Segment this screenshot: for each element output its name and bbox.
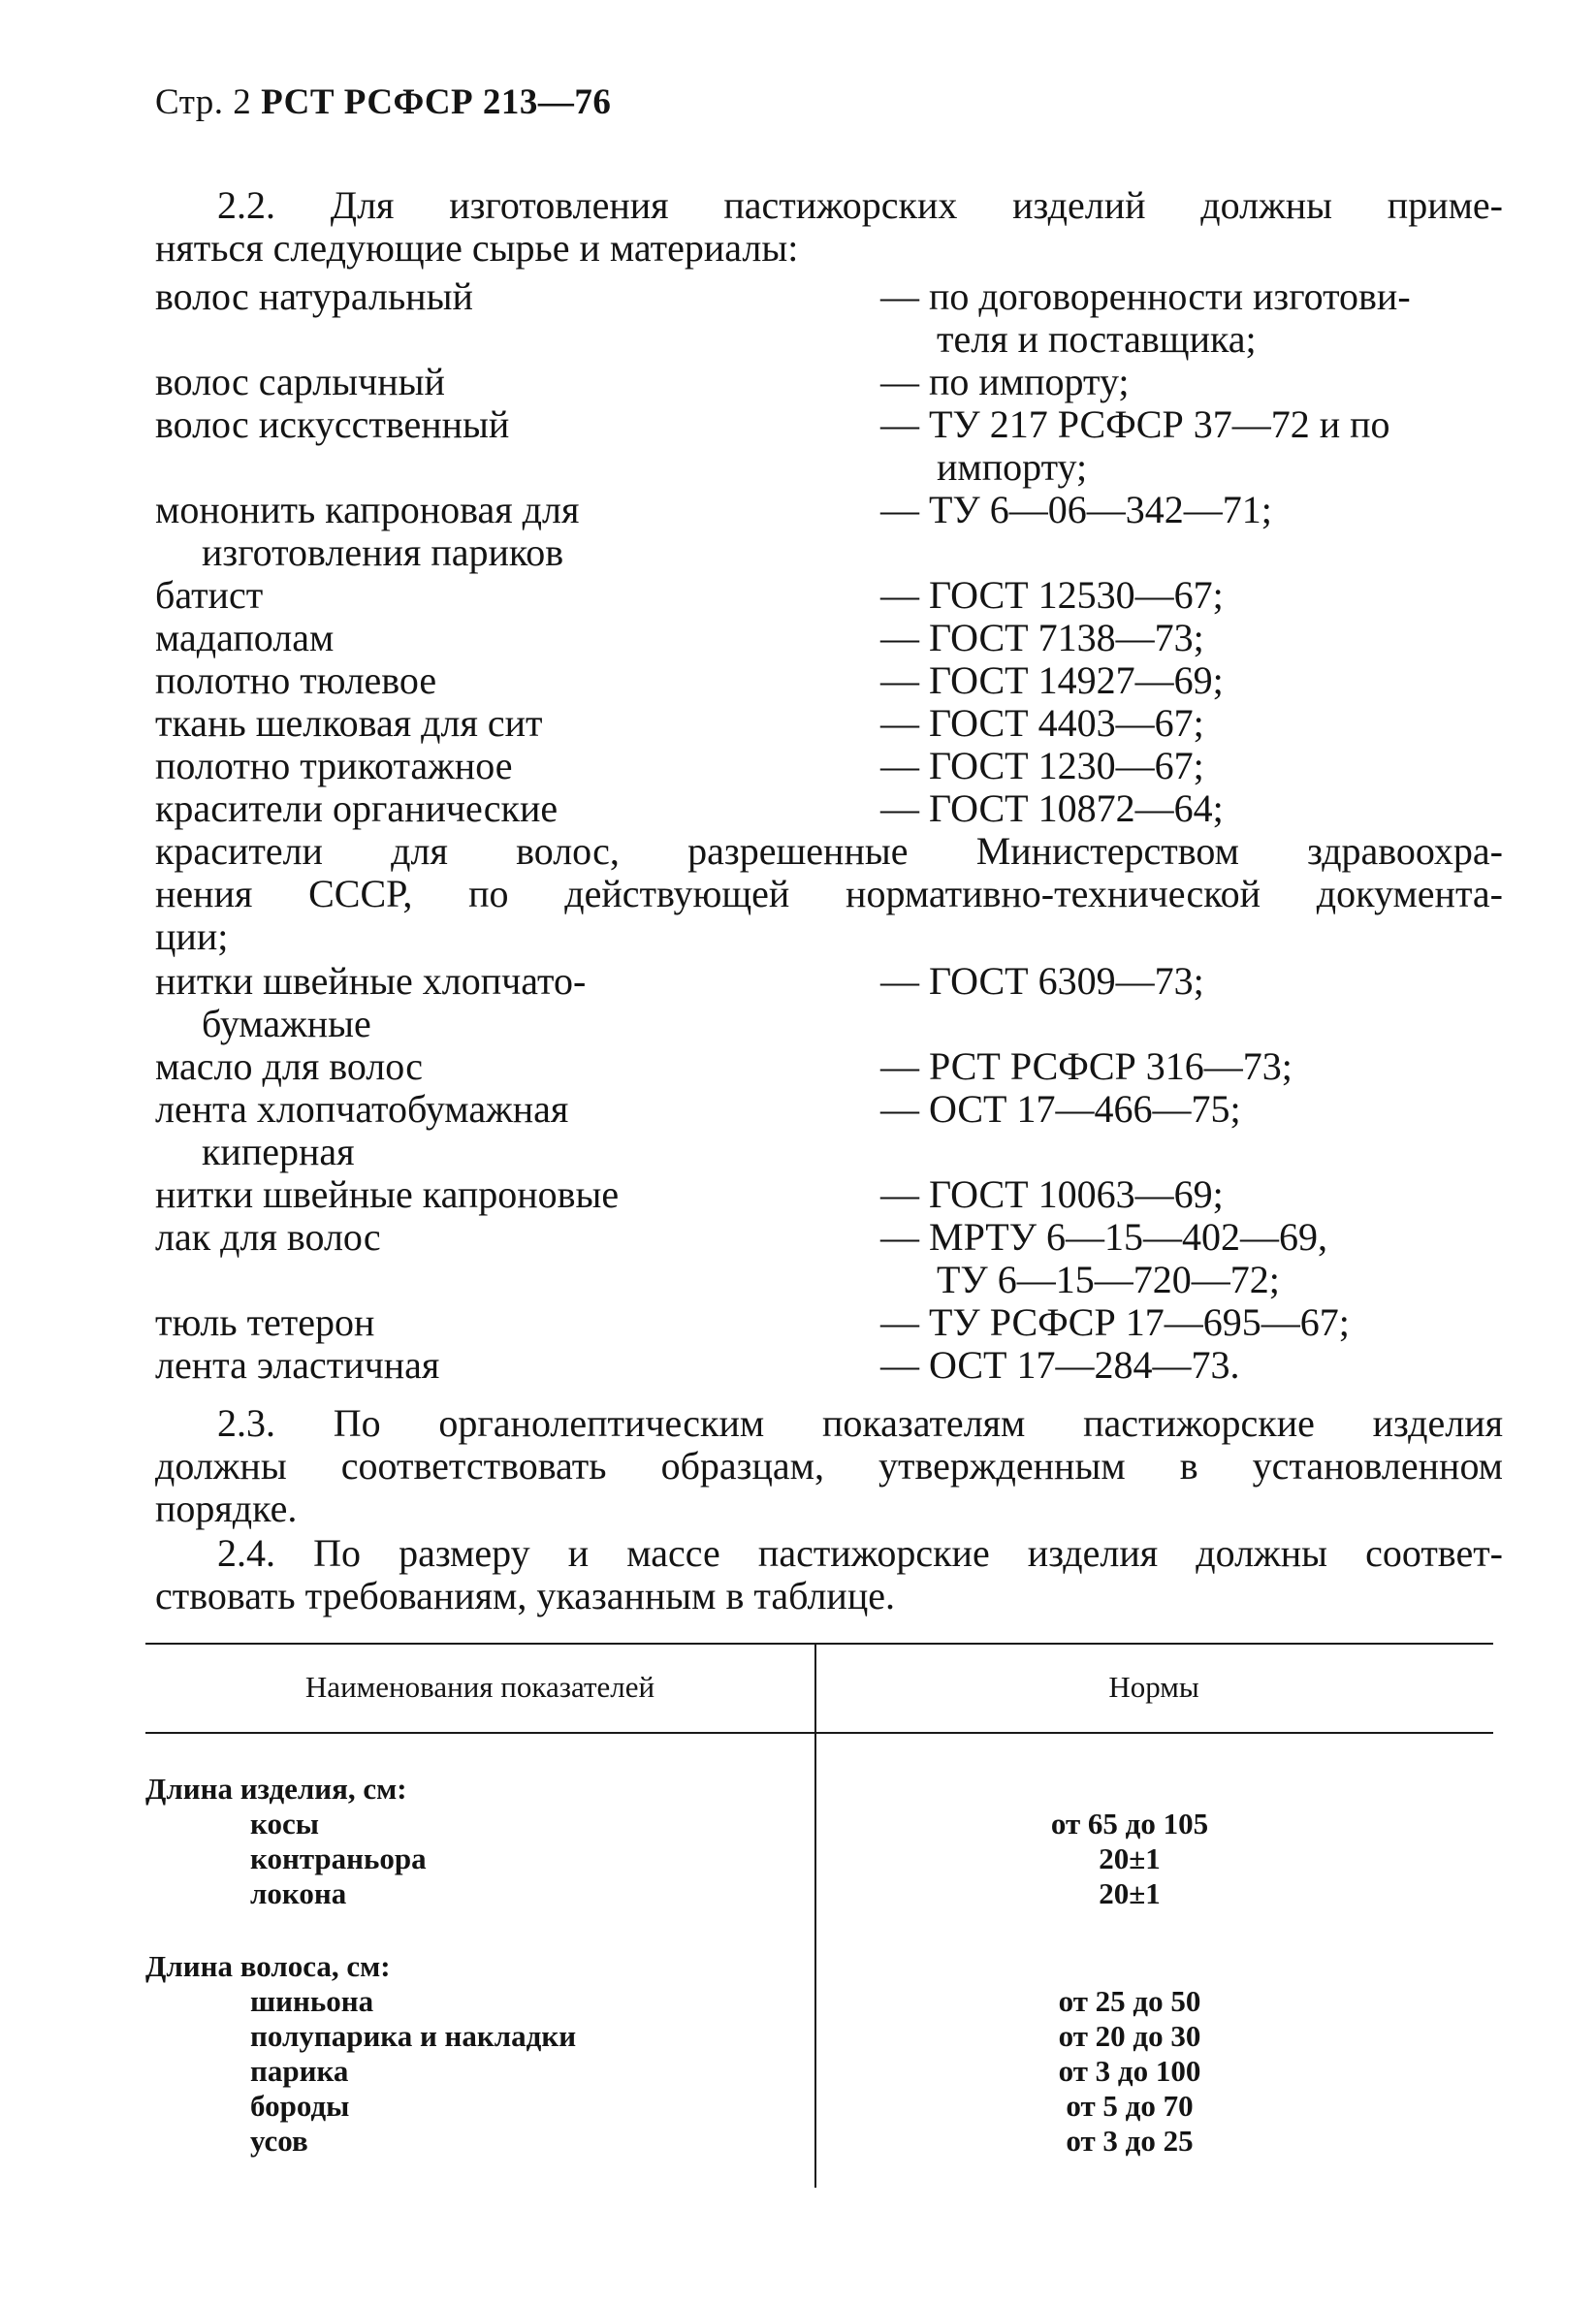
table-row-value: от 25 до 50 (1058, 1984, 1201, 2018)
material-spec-line: — МРТУ 6—15—402—69, (880, 1215, 1328, 1259)
material-spec-line: — ТУ 217 РСФСР 37—72 и по (880, 402, 1390, 446)
doc-code: РСТ РСФСР 213—76 (261, 82, 612, 122)
material-name-line: киперная (202, 1130, 355, 1173)
material-spec (880, 745, 1513, 787)
table-row (145, 1807, 1503, 1841)
table-row (145, 1984, 1503, 2019)
material-spec-line: — ТУ 6—06—342—71; (880, 488, 1272, 531)
material-spec-line: — РСТ РСФСР 316—73; (880, 1044, 1293, 1088)
material-spec (880, 403, 1513, 489)
material-name (155, 617, 873, 659)
col-header-indicators: Наименования показателей (304, 1670, 655, 1704)
material-wide-line: ции; (155, 914, 229, 958)
material-name (155, 1045, 873, 1088)
material-name-line: полотно тюлевое (155, 658, 437, 702)
table-row-name: контраньора (250, 1841, 427, 1875)
material-name (155, 574, 873, 617)
material-spec-line: — ГОСТ 6309—73; (880, 959, 1204, 1003)
table-group-title: Длина изделия, см: (145, 1772, 407, 1806)
material-name (155, 787, 873, 830)
material-spec (880, 1045, 1513, 1088)
material-spec (880, 659, 1513, 702)
table-header-rule (145, 1732, 1493, 1734)
material-name-line: ткань шелковая для сит (155, 701, 543, 745)
table-row-name: локона (250, 1876, 347, 1910)
material-spec (880, 617, 1513, 659)
material-spec-line: — по договоренности изготови- (880, 274, 1411, 318)
material-name (155, 489, 873, 574)
material-name-line: тюль тетерон (155, 1300, 375, 1344)
table-row-name: косы (250, 1807, 319, 1841)
material-name-line: мадаполам (155, 616, 335, 659)
material-name (155, 275, 873, 318)
material-name-line: лента хлопчатобумажная (155, 1087, 569, 1131)
section-2-2-line: няться следующие сырье и материалы: (155, 226, 799, 270)
table-row (145, 1841, 1503, 1876)
material-name-line: лак для волос (155, 1215, 381, 1259)
material-spec-line: — ОСТ 17—284—73. (880, 1343, 1240, 1387)
material-name-line: масло для волос (155, 1044, 424, 1088)
table-row-name: бороды (250, 2089, 350, 2123)
section-2-2-line: 2.2. Для изготовления пастижорских изделий должны приме- (217, 183, 1503, 227)
material-spec (880, 489, 1513, 531)
material-name-line: волос искусственный (155, 402, 510, 446)
table-row-value: 20±1 (1099, 1876, 1161, 1910)
table-row-value: от 3 до 25 (1066, 2124, 1194, 2158)
table-row-name: усов (250, 2124, 308, 2158)
table-row-value: от 20 до 30 (1058, 2019, 1201, 2053)
section-2-4-line: ствовать требованиям, указанным в таблице. (155, 1574, 895, 1617)
material-name-line: нитки швейные хлопчато- (155, 959, 587, 1003)
material-spec-line: — ГОСТ 10872—64; (880, 786, 1224, 830)
section-2-3-line: 2.3. По органолептическим показателям пастижорские изделия (217, 1401, 1503, 1445)
material-name-line: мононить капроновая для (155, 488, 580, 531)
material-spec (880, 1173, 1513, 1216)
material-spec (880, 574, 1513, 617)
material-name (155, 745, 873, 787)
table-row-name: парика (250, 2054, 349, 2088)
material-name (155, 361, 873, 403)
table-group-title: Длина волоса, см: (145, 1949, 391, 1983)
material-spec (880, 1301, 1513, 1344)
material-spec (880, 1216, 1513, 1301)
table-row (145, 1876, 1503, 1911)
section-2-4 (155, 1532, 1503, 1617)
material-name-line: волос натуральный (155, 274, 473, 318)
material-name (155, 1088, 873, 1173)
material-name (155, 1344, 873, 1387)
material-wide-text (155, 830, 1503, 958)
section-2-3-line: порядке. (155, 1487, 298, 1530)
material-name (155, 659, 873, 702)
material-name (155, 1216, 873, 1259)
table-row-name: шиньона (250, 1984, 374, 2018)
running-head (155, 81, 611, 123)
material-spec-line: импорту; (937, 445, 1088, 489)
material-name-line: батист (155, 573, 264, 617)
material-name-line: бумажные (202, 1002, 371, 1045)
material-name (155, 1173, 873, 1216)
section-2-4-line: 2.4. По размеру и массе пастижорские изделия должны соответ- (217, 1531, 1503, 1575)
material-spec (880, 960, 1513, 1003)
material-name (155, 960, 873, 1045)
material-name-line: изготовления париков (202, 530, 564, 574)
table-row-value: от 65 до 105 (1050, 1807, 1209, 1841)
material-spec (880, 702, 1513, 745)
table-row (145, 2019, 1503, 2054)
page-label: Стр. 2 (155, 82, 252, 122)
material-name (155, 702, 873, 745)
material-spec-line: — ГОСТ 10063—69; (880, 1172, 1224, 1216)
section-2-3 (155, 1402, 1503, 1530)
material-name-line: красители органические (155, 786, 559, 830)
table-row (145, 2124, 1503, 2159)
table-row-name: полупарика и накладки (250, 2019, 577, 2053)
material-wide-line: красители для волос, разрешенные Министерством здравоохра- (155, 829, 1503, 873)
material-spec (880, 275, 1513, 361)
material-spec-line: — ГОСТ 4403—67; (880, 701, 1204, 745)
material-spec-line: — ГОСТ 12530—67; (880, 573, 1224, 617)
material-spec-line: ТУ 6—15—720—72; (937, 1258, 1280, 1301)
material-wide-line: нения СССР, по действующей нормативно-технической документа- (155, 872, 1503, 915)
material-spec-line: — ГОСТ 1230—67; (880, 744, 1204, 787)
section-2-3-line: должны соответствовать образцам, утвержденным в установленном (155, 1444, 1503, 1488)
material-name (155, 1301, 873, 1344)
material-spec-line: теля и поставщика; (937, 317, 1257, 361)
material-spec-line: — по импорту; (880, 360, 1130, 403)
table-row-value: от 5 до 70 (1066, 2089, 1194, 2123)
material-spec (880, 1088, 1513, 1131)
section-2-2-intro (155, 184, 1503, 270)
material-spec (880, 1344, 1513, 1387)
table-row (145, 2054, 1503, 2089)
material-spec-line: — ГОСТ 14927—69; (880, 658, 1224, 702)
material-spec (880, 361, 1513, 403)
material-name-line: волос сарлычный (155, 360, 445, 403)
material-spec-line: — ОСТ 17—466—75; (880, 1087, 1241, 1131)
material-spec (880, 787, 1513, 830)
material-spec-line: — ТУ РСФСР 17—695—67; (880, 1300, 1350, 1344)
table-row-value: 20±1 (1099, 1841, 1161, 1875)
table-top-rule (145, 1643, 1493, 1645)
material-name-line: нитки швейные капроновые (155, 1172, 620, 1216)
col-header-norms: Нормы (1108, 1670, 1199, 1704)
material-spec-line: — ГОСТ 7138—73; (880, 616, 1204, 659)
material-name (155, 403, 873, 446)
material-name-line: лента эластичная (155, 1343, 440, 1387)
table-row (145, 2089, 1503, 2124)
material-name-line: полотно трикотажное (155, 744, 513, 787)
table-row-value: от 3 до 100 (1058, 2054, 1201, 2088)
